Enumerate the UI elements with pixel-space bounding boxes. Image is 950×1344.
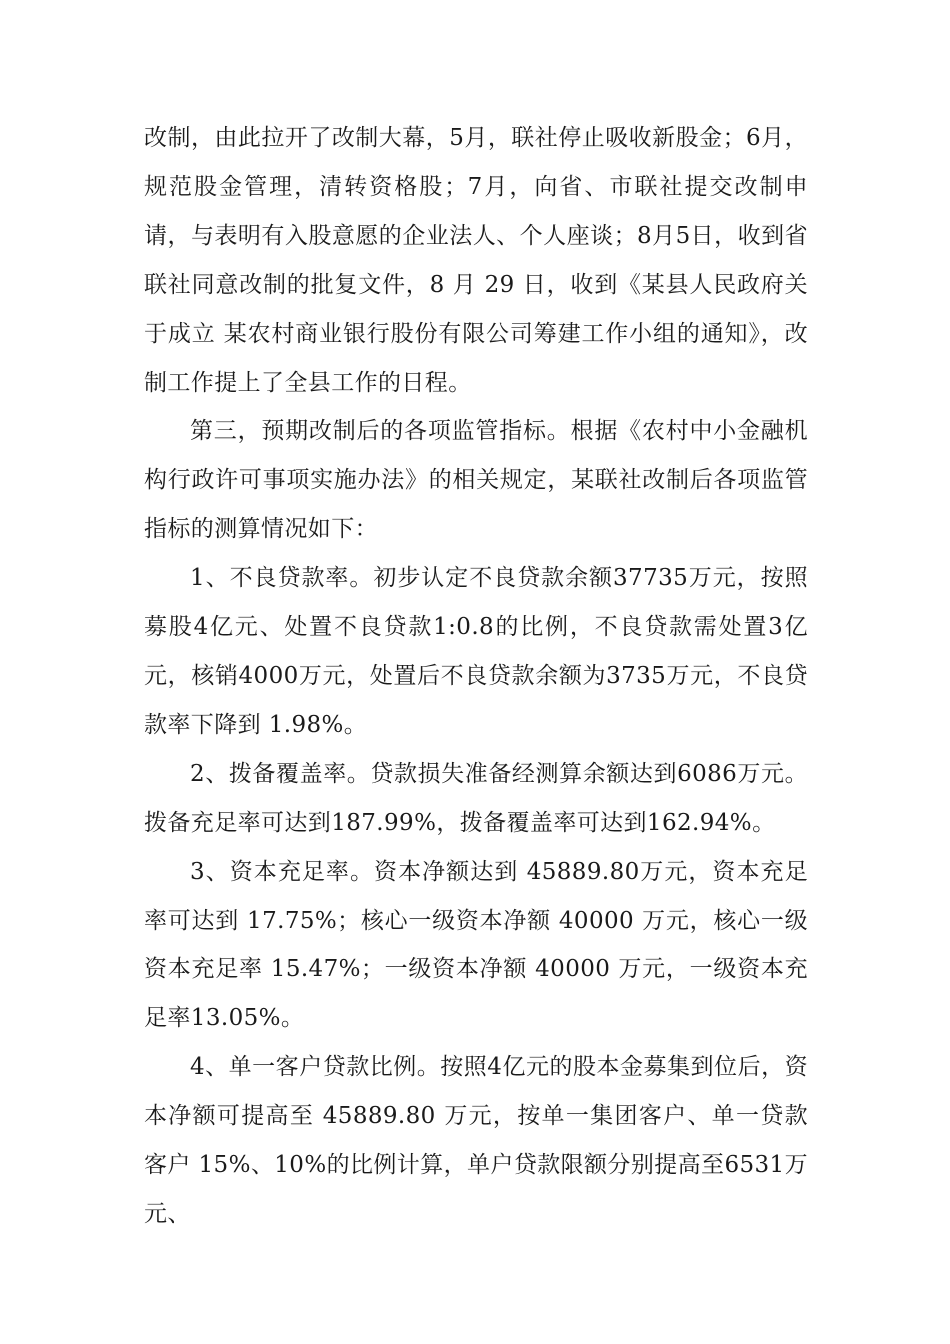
paragraph-npl-ratio: 1、不良贷款率。初步认定不良贷款余额37735万元，按照募股4亿元、处置不良贷款1:0.8的比例，不良贷款需处置3亿元，核销4000万元，处置后不良贷款余额为3735万元，不良贷款率下降到 1.98%。 xyxy=(144,565,808,738)
paragraph-supervision-indicators: 第三，预期改制后的各项监管指标。根据《农村中小金融机构行政许可事项实施办法》的相关规定，某联社改制后各项监管指标的测算情况如下： xyxy=(144,418,808,543)
paragraph-single-customer-loan: 4、单一客户贷款比例。按照4亿元的股本金募集到位后，资本净额可提高至 45889.80 万元，按单一集团客户、单一贷款客户 15%、10%的比例计算，单户贷款限额分别提高至6531万元、 xyxy=(144,1054,808,1227)
document-body xyxy=(144,114,808,1239)
paragraph-capital-adequacy: 3、资本充足率。资本净额达到 45889.80万元，资本充足率可达到 17.75%；核心一级资本净额 40000 万元，核心一级资本充足率 15.47%；一级资本净额 40000 万元，一级资本充足率13.05%。 xyxy=(144,858,808,1032)
paragraph-reform-timeline: 改制，由此拉开了改制大幕，5月，联社停止吸收新股金；6月，规范股金管理，清转资格股；7月，向省、市联社提交改制申请，与表明有入股意愿的企业法人、个人座谈；8月5日，收到省联社同意改制的批复文件，8 月 29 日，收到《某县人民政府关于成立 某农村商业银行股份有限公司筹建工作小组的通知》，改制工作提上了全县工作的日程。 xyxy=(144,125,808,396)
paragraph-provision-coverage: 2、拨备覆盖率。贷款损失准备经测算余额达到6086万元。拨备充足率可达到187.99%，拨备覆盖率可达到162.94%。 xyxy=(144,760,808,836)
